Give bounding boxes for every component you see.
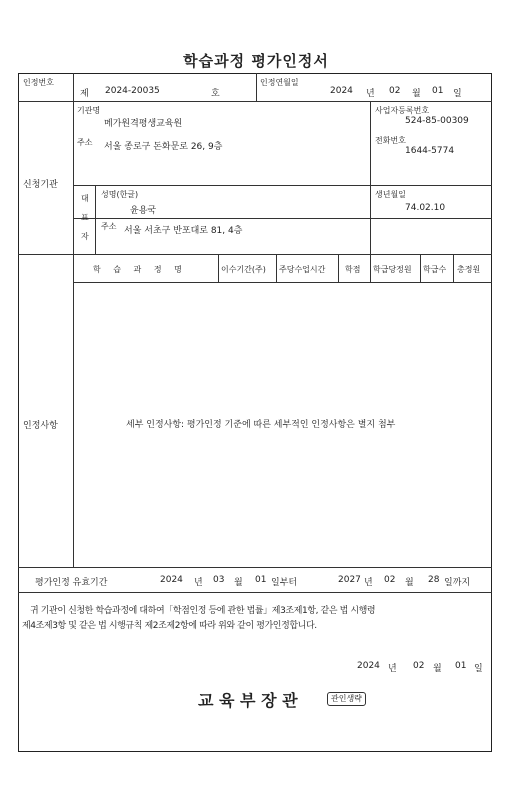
issue-m: 월 — [433, 664, 442, 674]
col-line — [338, 254, 339, 282]
col-line — [73, 73, 74, 567]
cert-no-label: 인정번호 — [23, 78, 54, 87]
issue-day: 01 — [455, 661, 467, 671]
header-credit-fee: 학급당정원 — [373, 265, 412, 274]
cert-no-prefix: 제 — [80, 89, 89, 99]
row-line — [18, 567, 492, 568]
tel: 1644-5774 — [405, 146, 455, 156]
issue-month: 02 — [413, 661, 425, 671]
cert-date-label: 인정연월일 — [260, 78, 299, 87]
cert-no: 2024-20035 — [105, 86, 160, 96]
validity-from-day: 01 — [255, 575, 267, 585]
statement-line-2: 제4조제3항 및 같은 법 시행규칙 제2조제2항에 따라 위와 같이 평가인정합니다. — [22, 621, 317, 631]
org-name-label: 기관명 — [77, 106, 101, 115]
row-line — [18, 592, 492, 593]
seal-omitted: 관인생략 — [327, 692, 366, 706]
col-line — [95, 185, 96, 254]
row-line — [73, 185, 492, 186]
validity-to-d: 일까지 — [444, 578, 471, 588]
issue-year: 2024 — [357, 661, 380, 671]
cert-date-day-unit: 일 — [453, 89, 462, 99]
rep-name: 윤용국 — [130, 206, 157, 216]
org-addr-label: 주소 — [77, 138, 93, 147]
cert-date-year-unit: 년 — [366, 89, 375, 99]
row-line — [73, 282, 492, 283]
cert-date-day: 01 — [432, 86, 444, 96]
biz-no: 524-85-00309 — [405, 116, 469, 126]
cert-no-suffix: 호 — [211, 89, 220, 99]
col-line — [453, 254, 454, 282]
tel-label: 전화번호 — [375, 136, 406, 145]
validity-from-month: 03 — [213, 575, 225, 585]
accred-label: 인정사항 — [23, 421, 58, 431]
header-hours: 주당수업시간 — [279, 265, 326, 274]
header-total: 총정원 — [457, 265, 481, 274]
birth-label: 생년월일 — [375, 190, 406, 199]
detail-note: 세부 인정사항: 평가인정 기준에 따른 세부적인 인정사항은 별지 첨부 — [126, 420, 396, 430]
col-line — [276, 254, 277, 282]
rep-label-1: 대 — [81, 194, 89, 203]
rep-label-2: 표 — [81, 213, 89, 222]
validity-from-d: 일부터 — [271, 578, 298, 588]
validity-to-year: 2027 — [338, 575, 361, 585]
biz-no-label: 사업자등록번호 — [375, 106, 430, 115]
cert-date-month: 02 — [389, 86, 401, 96]
validity-label: 평가인정 유효기간 — [35, 578, 108, 588]
rep-label-3: 자 — [81, 232, 89, 241]
validity-from-y: 년 — [194, 578, 203, 588]
issue-y: 년 — [388, 664, 397, 674]
certificate-frame — [18, 73, 492, 752]
org-name: 메가원격평생교육원 — [104, 119, 183, 129]
org-addr: 서울 종로구 돈화문로 26, 9층 — [104, 142, 223, 152]
document-title: 학습과정 평가인정서 — [183, 52, 329, 70]
header-course: 학 습 과 정 명 — [93, 265, 187, 274]
validity-to-day: 28 — [428, 575, 440, 585]
birth: 74.02.10 — [405, 203, 446, 213]
validity-from-m: 월 — [234, 578, 243, 588]
row-line — [73, 218, 492, 219]
row-line — [18, 101, 492, 102]
col-line — [218, 254, 219, 282]
statement-line-1: 귀 기관이 신청한 학습과정에 대하여「학점인정 등에 관한 법률」제3조제1항, 같은 법 시행령 — [30, 606, 376, 616]
cert-date-year: 2024 — [330, 86, 353, 96]
applicant-label: 신청기관 — [23, 180, 58, 190]
header-credits: 학점 — [345, 265, 361, 274]
validity-from-year: 2024 — [160, 575, 183, 585]
rep-addr: 서울 서초구 반포대로 81, 4층 — [124, 226, 243, 236]
rep-addr-label: 주소 — [101, 222, 117, 231]
header-period: 이수기간(주) — [221, 265, 266, 274]
validity-to-m: 월 — [405, 578, 414, 588]
rep-name-label: 성명(한글) — [101, 190, 139, 199]
issue-d: 일 — [474, 664, 483, 674]
header-classes: 학급수 — [423, 265, 447, 274]
validity-to-month: 02 — [384, 575, 396, 585]
cert-date-month-unit: 월 — [412, 89, 421, 99]
issuer-name: 교 육 부 장 관 — [198, 691, 298, 710]
col-line — [370, 101, 371, 254]
col-line — [370, 254, 371, 282]
col-line — [256, 73, 257, 101]
col-line — [420, 254, 421, 282]
validity-to-y: 년 — [364, 578, 373, 588]
